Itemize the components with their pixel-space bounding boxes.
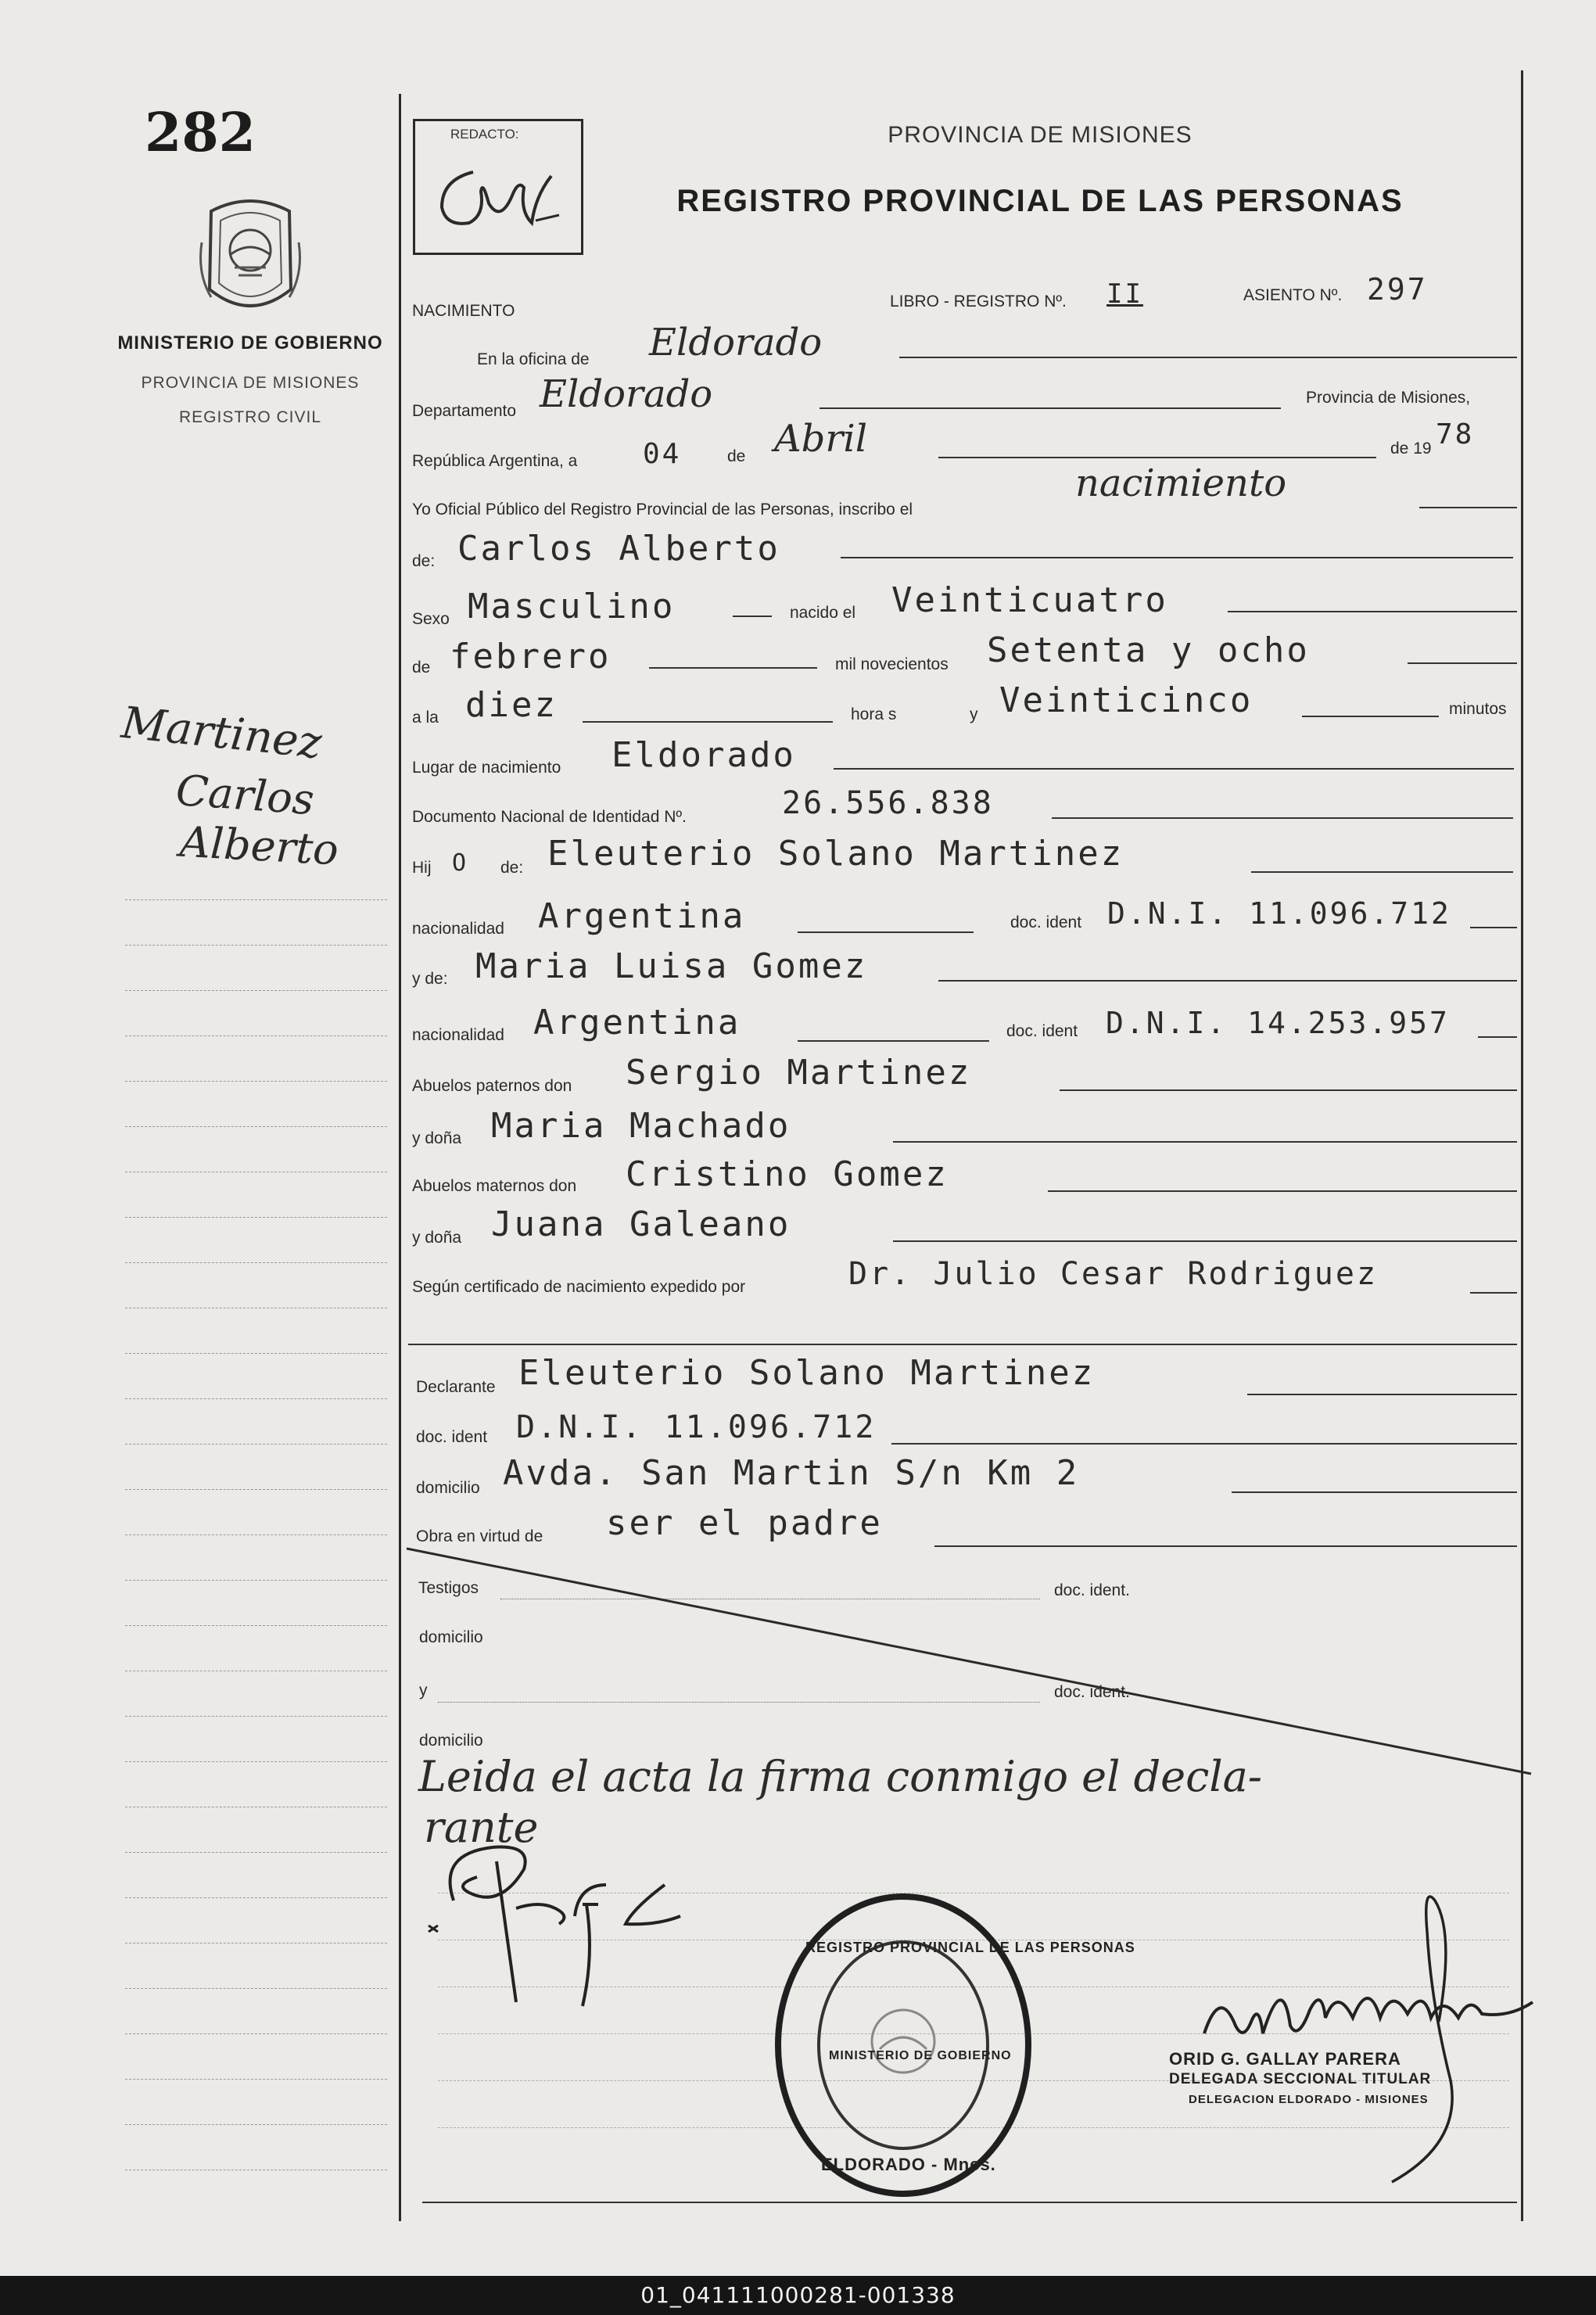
minutes-value: Veinticinco (999, 680, 1253, 720)
seal-inner-text: MINISTERIO DE GOBIERNO (829, 2049, 1012, 2062)
declarant-doc-label: doc. ident (416, 1428, 488, 1446)
born-month-label: de (412, 659, 431, 677)
certificate-value: Dr. Julio Cesar Rodriguez (848, 1256, 1379, 1292)
dept-label: Departamento (412, 402, 517, 420)
mother-value: Maria Luisa Gomez (475, 946, 868, 986)
father-value: Eleuterio Solano Martinez (547, 834, 1124, 874)
witnesses-label: Testigos (418, 1579, 479, 1597)
address-label: domicilio (416, 1479, 480, 1497)
paternal-grandmother-value: Maria Machado (491, 1106, 791, 1146)
entry-label: ASIENTO Nº. (1243, 286, 1343, 304)
margin-note-middle-name: Alberto (178, 817, 340, 875)
place-label: Lugar de nacimiento (412, 759, 561, 777)
inscribe-label: Yo Oficial Público del Registro Provincial de las Personas, inscribo el (412, 501, 913, 519)
born-day-value: Veinticuatro (891, 580, 1168, 620)
image-caption: 01_041111000281-001338 (0, 2276, 1596, 2315)
official-office: DELEGACION ELDORADO - MISIONES (1189, 2093, 1429, 2106)
declarant-label: Declarante (416, 1378, 496, 1396)
hour-label: a la (412, 709, 439, 727)
declarant-signature-icon (422, 1838, 719, 2018)
child-of-label: Hij (412, 859, 432, 877)
office-value: Eldorado (649, 321, 823, 364)
official-title: DELEGADA SECCIONAL TITULAR (1169, 2071, 1432, 2087)
mother-doc-label: doc. ident (1006, 1022, 1078, 1040)
sex-value: Masculino (468, 587, 676, 626)
witness2-doc-label: doc. ident. (1054, 1683, 1130, 1701)
witness2-label: y (419, 1682, 428, 1699)
book-value: II (1106, 278, 1143, 310)
maternal-grandmother-label: y doña (412, 1229, 462, 1247)
minutos-label: minutos (1449, 700, 1507, 718)
father-label: de: (500, 859, 524, 877)
declarant-doc-value: D.N.I. 11.096.712 (516, 1409, 877, 1445)
month-value: Abril (774, 417, 868, 461)
place-value: Eldorado (612, 735, 796, 775)
seal-ring-text: REGISTRO PROVINCIAL DE LAS PERSONAS (805, 1940, 1135, 1955)
margin-note-surname: Martinez (119, 697, 325, 770)
father-doc-value: D.N.I. 11.096.712 (1107, 896, 1451, 931)
mother-label: y de: (412, 970, 448, 988)
witness-address-label: domicilio (419, 1628, 483, 1646)
address-value: Avda. San Martin S/n Km 2 (503, 1453, 1080, 1493)
book-label: LIBRO - REGISTRO Nº. (890, 293, 1067, 310)
de-label: de (727, 447, 746, 465)
sex-label: Sexo (412, 610, 450, 628)
official-name: ORID G. GALLAY PARERA (1169, 2049, 1401, 2069)
born-label: nacido el (790, 604, 856, 622)
dni-label: Documento Nacional de Identidad Nº. (412, 808, 687, 826)
name-label: de: (412, 552, 436, 570)
paternal-grandfather-value: Sergio Martinez (626, 1053, 972, 1093)
paternal-grandmother-label: y doña (412, 1129, 462, 1147)
mother-nationality-value: Argentina (533, 1003, 741, 1043)
maternal-grandfather-value: Cristino Gomez (626, 1154, 949, 1194)
day-value: 04 (643, 438, 682, 470)
year-value: 78 (1436, 418, 1475, 450)
ministry-province: PROVINCIA DE MISIONES (141, 374, 360, 392)
father-nationality-label: nacionalidad (412, 920, 504, 938)
child-name-value: Carlos Alberto (457, 529, 780, 569)
horas-label: hora s (851, 705, 897, 723)
paternal-grandfather-label: Abuelos paternos don (412, 1077, 572, 1095)
mother-doc-value: D.N.I. 14.253.957 (1106, 1006, 1450, 1040)
republic-label: República Argentina, a (412, 452, 578, 470)
closing-note-line2: rante (424, 1803, 539, 1852)
margin-note-first-name: Carlos (174, 765, 316, 825)
mother-nationality-label: nacionalidad (412, 1026, 504, 1044)
capacity-value: ser el padre (606, 1503, 883, 1543)
born-year-value: Setenta y ocho (987, 630, 1310, 670)
ministry-office: REGISTRO CIVIL (178, 408, 322, 426)
ministry-title: MINISTERIO DE GOBIERNO (117, 332, 383, 354)
seal-bottom-text: ELDORADO - Mnes. (821, 2155, 996, 2174)
header-registry: REGISTRO PROVINCIAL DE LAS PERSONAS (676, 184, 1404, 218)
mil-label: mil novecientos (835, 655, 949, 673)
y-label: y (970, 705, 978, 723)
folio-number: 282 (145, 102, 256, 164)
born-month-value: febrero (450, 637, 612, 677)
redacto-label: REDACTO: (450, 127, 519, 142)
dni-value: 26.556.838 (782, 785, 994, 821)
entry-value: 297 (1367, 272, 1428, 307)
child-of-suffix: O (452, 849, 469, 877)
father-nationality-value: Argentina (538, 896, 746, 936)
inscribe-value: nacimiento (1075, 461, 1287, 505)
maternal-grandfather-label: Abuelos maternos don (412, 1177, 577, 1195)
hour-value: diez (465, 685, 558, 725)
office-label: En la oficina de (477, 350, 590, 368)
maternal-grandmother-value: Juana Galeano (491, 1204, 791, 1244)
capacity-label: Obra en virtud de (416, 1527, 543, 1545)
certificate-label: Según certificado de nacimiento expedido por (412, 1278, 746, 1296)
witness2-address-label: domicilio (419, 1732, 483, 1750)
dept-value: Eldorado (540, 372, 713, 416)
declarant-value: Eleuterio Solano Martinez (518, 1353, 1096, 1393)
witnesses-doc-label: doc. ident. (1054, 1581, 1130, 1599)
year-prefix-label: de 19 (1390, 440, 1432, 458)
closing-note-line1: Leida el acta la firma conmigo el decla- (418, 1752, 1263, 1801)
province-label: Provincia de Misiones, (1306, 389, 1471, 407)
father-doc-label: doc. ident (1010, 913, 1082, 931)
header-province: PROVINCIA DE MISIONES (888, 122, 1193, 148)
record-type-label: NACIMIENTO (412, 302, 515, 320)
